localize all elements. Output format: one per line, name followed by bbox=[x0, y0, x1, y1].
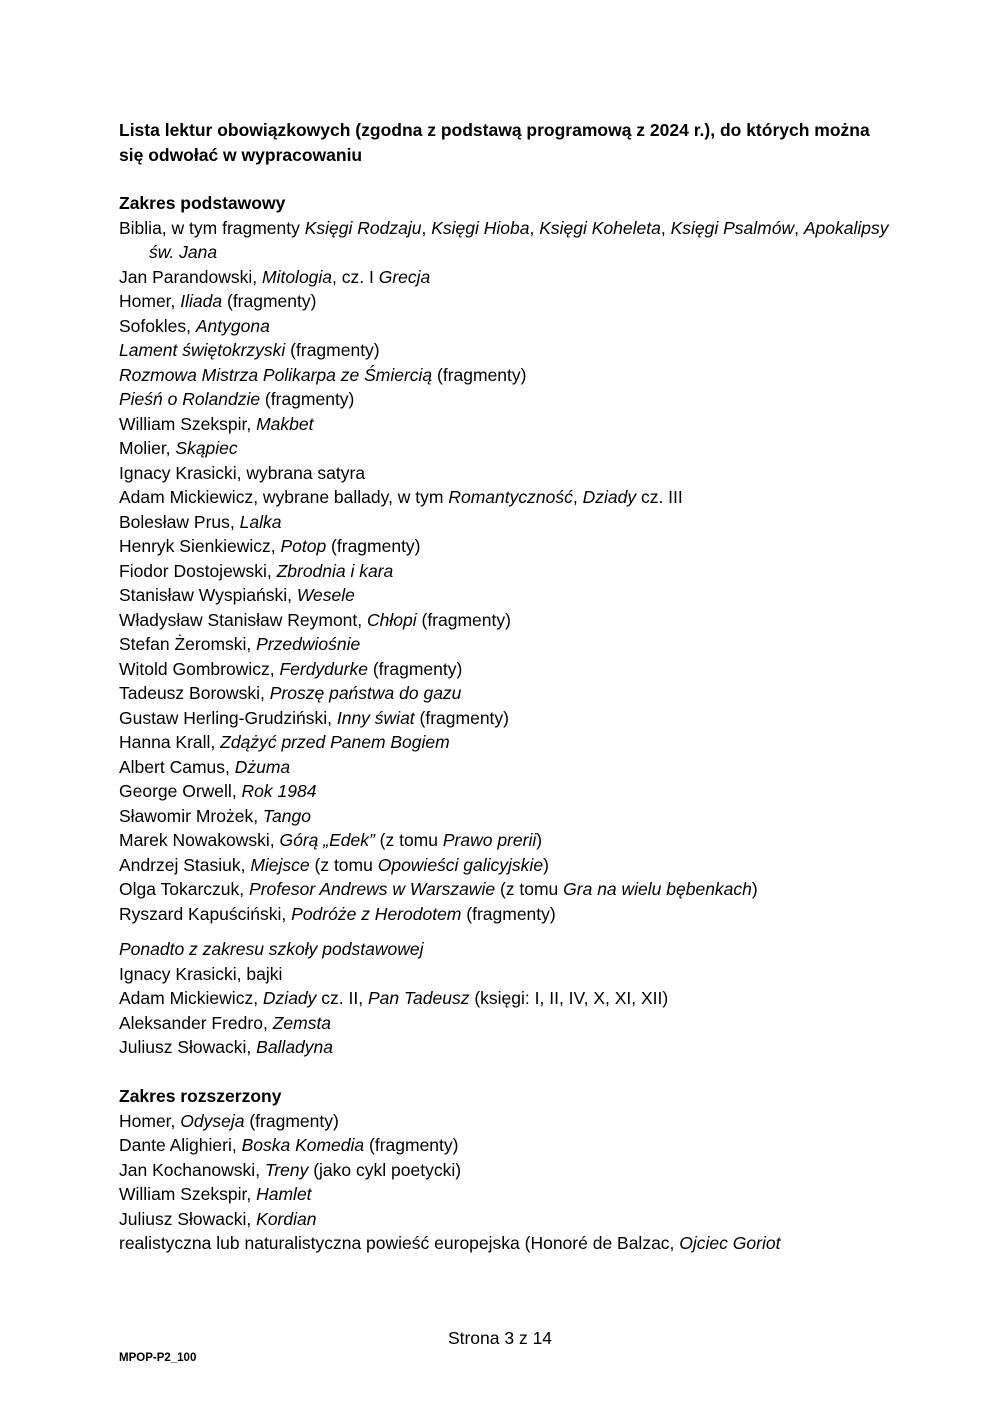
work-title: Wesele bbox=[296, 585, 355, 605]
reading-list-item bbox=[119, 828, 899, 853]
work-title: Tango bbox=[262, 805, 311, 826]
reading-list-item bbox=[119, 485, 899, 510]
item-text: Sofokles, bbox=[119, 315, 196, 336]
work-title: Hamlet bbox=[256, 1184, 312, 1204]
work-title: Księgi Psalmów bbox=[670, 217, 795, 238]
item-text: Adam Mickiewicz, bbox=[119, 988, 263, 1008]
work-title: Skąpiec bbox=[175, 438, 238, 458]
reading-list-item bbox=[119, 1182, 899, 1207]
reading-list-item bbox=[119, 289, 899, 314]
work-title: Księgi Hioba bbox=[431, 217, 530, 238]
item-text: (fragmenty) bbox=[222, 291, 317, 311]
reading-list-item bbox=[119, 1133, 899, 1158]
item-text: realistyczna lub naturalistyczna powieść europejska (Honoré de Balzac, bbox=[119, 1233, 680, 1253]
item-text: Biblia, w tym fragmenty bbox=[119, 217, 305, 238]
work-title: Boska Komedia bbox=[241, 1135, 365, 1155]
item-text: Homer, bbox=[119, 291, 181, 311]
item-text: , bbox=[421, 217, 432, 238]
reading-list-item bbox=[119, 902, 899, 927]
document-title: Lista lektur obowiązkowych (zgodna z podstawą programową z 2024 r.), do których można się odwołać w wypracowaniu bbox=[119, 120, 870, 165]
item-text: (fragmenty) bbox=[326, 536, 421, 556]
work-title: Dżuma bbox=[234, 756, 291, 777]
reading-list-item bbox=[119, 1158, 899, 1183]
reading-list bbox=[119, 216, 899, 927]
item-text: Jan Parandowski, bbox=[119, 266, 262, 287]
reading-list-item bbox=[119, 1109, 899, 1134]
section-zakres-podstawowy bbox=[119, 191, 899, 926]
item-text: (z tomu bbox=[309, 854, 378, 875]
page-number: Strona 3 z 14 bbox=[447, 1328, 553, 1348]
reading-list-item bbox=[119, 962, 899, 987]
work-title: Balladyna bbox=[256, 1037, 334, 1057]
work-title: Zdążyć przed Panem Bogiem bbox=[220, 732, 450, 752]
item-text: William Szekspir, bbox=[119, 1184, 257, 1204]
item-text: Gustaw Herling-Grudziński, bbox=[119, 707, 337, 728]
item-text: (fragmenty) bbox=[461, 903, 556, 924]
item-text: Juliusz Słowacki, bbox=[119, 1037, 257, 1057]
reading-list-item bbox=[119, 706, 899, 731]
item-text: cz. II, bbox=[316, 988, 368, 1008]
item-text: ) bbox=[751, 879, 758, 899]
reading-list-item bbox=[119, 265, 899, 290]
reading-list-item bbox=[119, 216, 899, 265]
reading-list-item bbox=[119, 461, 899, 486]
work-title: Księgi Koheleta bbox=[539, 217, 661, 238]
work-title: Księgi Rodzaju bbox=[304, 217, 422, 238]
reading-list-item bbox=[119, 608, 899, 633]
section-heading: Ponadto z zakresu szkoły podstawowej bbox=[119, 939, 424, 959]
work-title: Chłopi bbox=[367, 609, 417, 630]
reading-list-item bbox=[119, 779, 899, 804]
reading-list-item bbox=[119, 559, 899, 584]
item-text: Sławomir Mrożek, bbox=[119, 805, 263, 826]
item-text: cz. III bbox=[636, 487, 683, 507]
reading-list-item bbox=[119, 412, 899, 437]
work-title: Lalka bbox=[239, 511, 282, 532]
work-title: Pieśń o Rolandzie bbox=[119, 389, 261, 409]
item-text: Dante Alighieri, bbox=[119, 1135, 242, 1155]
work-title: Inny świat bbox=[336, 707, 415, 728]
work-title: Górą „Edek” bbox=[279, 830, 375, 850]
item-text: , bbox=[794, 217, 804, 238]
item-text: Homer, bbox=[119, 1110, 181, 1131]
item-text: ) bbox=[543, 854, 549, 875]
work-title: Rok 1984 bbox=[241, 781, 317, 801]
item-text: (fragmenty) bbox=[416, 609, 511, 630]
work-title: Potop bbox=[280, 536, 327, 556]
item-text: (z tomu bbox=[495, 879, 564, 899]
item-text: Aleksander Fredro, bbox=[119, 1012, 273, 1033]
work-title: Rozmowa Mistrza Polikarpa ze Śmiercią bbox=[119, 364, 433, 385]
item-text: (z tomu bbox=[374, 830, 443, 850]
item-text: Ignacy Krasicki, wybrana satyra bbox=[119, 462, 366, 483]
work-title: Zemsta bbox=[272, 1012, 332, 1033]
work-title: Dziady bbox=[582, 487, 637, 507]
reading-list-item bbox=[119, 1035, 899, 1060]
section-heading: Zakres podstawowy bbox=[119, 193, 286, 213]
item-text: Juliusz Słowacki, bbox=[119, 1208, 257, 1229]
item-text: Fiodor Dostojewski, bbox=[119, 560, 277, 581]
item-text: Ignacy Krasicki, bajki bbox=[119, 963, 283, 984]
item-text: (fragmenty) bbox=[367, 658, 463, 679]
work-title: Proszę państwa do gazu bbox=[269, 683, 462, 703]
work-title: Pan Tadeusz bbox=[367, 988, 470, 1008]
reading-list-item bbox=[119, 583, 899, 608]
reading-list-item bbox=[119, 387, 899, 412]
item-text: , cz. I bbox=[332, 266, 379, 287]
work-title: Romantyczność bbox=[448, 487, 573, 507]
item-text: (fragmenty) bbox=[364, 1135, 459, 1155]
work-title: Grecja bbox=[378, 266, 431, 287]
item-text: , bbox=[572, 487, 583, 507]
item-text: Ryszard Kapuściński, bbox=[119, 903, 292, 924]
reading-list-item bbox=[119, 681, 899, 706]
reading-list-item bbox=[119, 657, 899, 682]
work-title: Profesor Andrews w Warszawie bbox=[249, 879, 496, 899]
reading-list-item bbox=[119, 730, 899, 755]
item-text: Henryk Sienkiewicz, bbox=[119, 536, 281, 556]
reading-list-item bbox=[119, 363, 899, 388]
item-text: (fragmenty) bbox=[260, 389, 355, 409]
work-title: Miejsce bbox=[250, 854, 310, 875]
item-text: (jako cykl poetycki) bbox=[308, 1159, 462, 1180]
item-text: (fragmenty) bbox=[432, 364, 527, 385]
reading-list-item bbox=[119, 804, 899, 829]
work-title: Podróże z Herodotem bbox=[291, 903, 462, 924]
work-title: Kordian bbox=[256, 1208, 317, 1229]
section-heading: Zakres rozszerzony bbox=[119, 1086, 282, 1106]
item-text: Stanisław Wyspiański, bbox=[119, 585, 297, 605]
reading-list-item bbox=[119, 877, 899, 902]
work-title: Lament świętokrzyski bbox=[119, 340, 286, 360]
work-title: Ferdydurke bbox=[279, 658, 368, 679]
reading-list-item bbox=[119, 853, 899, 878]
section-szkola-podstawowa bbox=[119, 937, 899, 1060]
item-text: , bbox=[660, 217, 671, 238]
work-title: Makbet bbox=[256, 413, 314, 434]
item-text: Jan Kochanowski, bbox=[119, 1159, 265, 1180]
work-title: Antygona bbox=[195, 315, 270, 336]
item-text: Bolesław Prus, bbox=[119, 511, 240, 532]
work-title: Zbrodnia i kara bbox=[276, 560, 394, 581]
item-text: George Orwell, bbox=[119, 781, 242, 801]
work-title: Przedwiośnie bbox=[256, 634, 361, 654]
work-title: Mitologia bbox=[262, 266, 333, 287]
reading-list-item bbox=[119, 1011, 899, 1036]
item-text: (fragmenty) bbox=[414, 707, 509, 728]
work-title: Gra na wielu bębenkach bbox=[563, 879, 752, 899]
reading-list bbox=[119, 962, 899, 1060]
reading-list-item bbox=[119, 314, 899, 339]
item-text: , bbox=[529, 217, 540, 238]
reading-list-item bbox=[119, 510, 899, 535]
item-text: Władysław Stanisław Reymont, bbox=[119, 609, 367, 630]
work-title: Apokalipsy św. Jana bbox=[149, 217, 889, 262]
reading-list bbox=[119, 1109, 899, 1256]
work-title: Prawo prerii bbox=[442, 830, 537, 850]
work-title: Treny bbox=[264, 1159, 309, 1180]
work-title: Dziady bbox=[262, 988, 317, 1008]
item-text: Adam Mickiewicz, wybrane ballady, w tym bbox=[119, 487, 449, 507]
work-title: Iliada bbox=[180, 291, 223, 311]
item-text: Albert Camus, bbox=[119, 756, 235, 777]
item-text: Hanna Krall, bbox=[119, 732, 221, 752]
item-text: (księgi: I, II, IV, X, XI, XII) bbox=[469, 988, 669, 1008]
work-title: Opowieści galicyjskie bbox=[377, 854, 544, 875]
item-text: ) bbox=[536, 830, 543, 850]
reading-list-item bbox=[119, 338, 899, 363]
item-text: Stefan Żeromski, bbox=[119, 634, 257, 654]
reading-list-item bbox=[119, 632, 899, 657]
item-text: Marek Nowakowski, bbox=[119, 830, 280, 850]
reading-list-item bbox=[119, 755, 899, 780]
work-title: Odyseja bbox=[180, 1110, 245, 1131]
item-text: (fragmenty) bbox=[285, 340, 380, 360]
item-text: Witold Gombrowicz, bbox=[119, 658, 280, 679]
document-code: MPOP-P2_100 bbox=[119, 1352, 197, 1364]
section-zakres-rozszerzony bbox=[119, 1084, 899, 1256]
reading-list-item bbox=[119, 436, 899, 461]
reading-list-item bbox=[119, 534, 899, 559]
item-text: Andrzej Stasiuk, bbox=[119, 854, 251, 875]
item-text: Olga Tokarczuk, bbox=[119, 879, 250, 899]
work-title: Ojciec Goriot bbox=[679, 1233, 781, 1253]
reading-list-item bbox=[119, 986, 899, 1011]
item-text: Tadeusz Borowski, bbox=[119, 683, 270, 703]
reading-list-item bbox=[119, 1231, 899, 1256]
item-text: (fragmenty) bbox=[244, 1110, 339, 1131]
item-text: Molier, bbox=[119, 438, 176, 458]
reading-list-item bbox=[119, 1207, 899, 1232]
item-text: William Szekspir, bbox=[119, 413, 257, 434]
